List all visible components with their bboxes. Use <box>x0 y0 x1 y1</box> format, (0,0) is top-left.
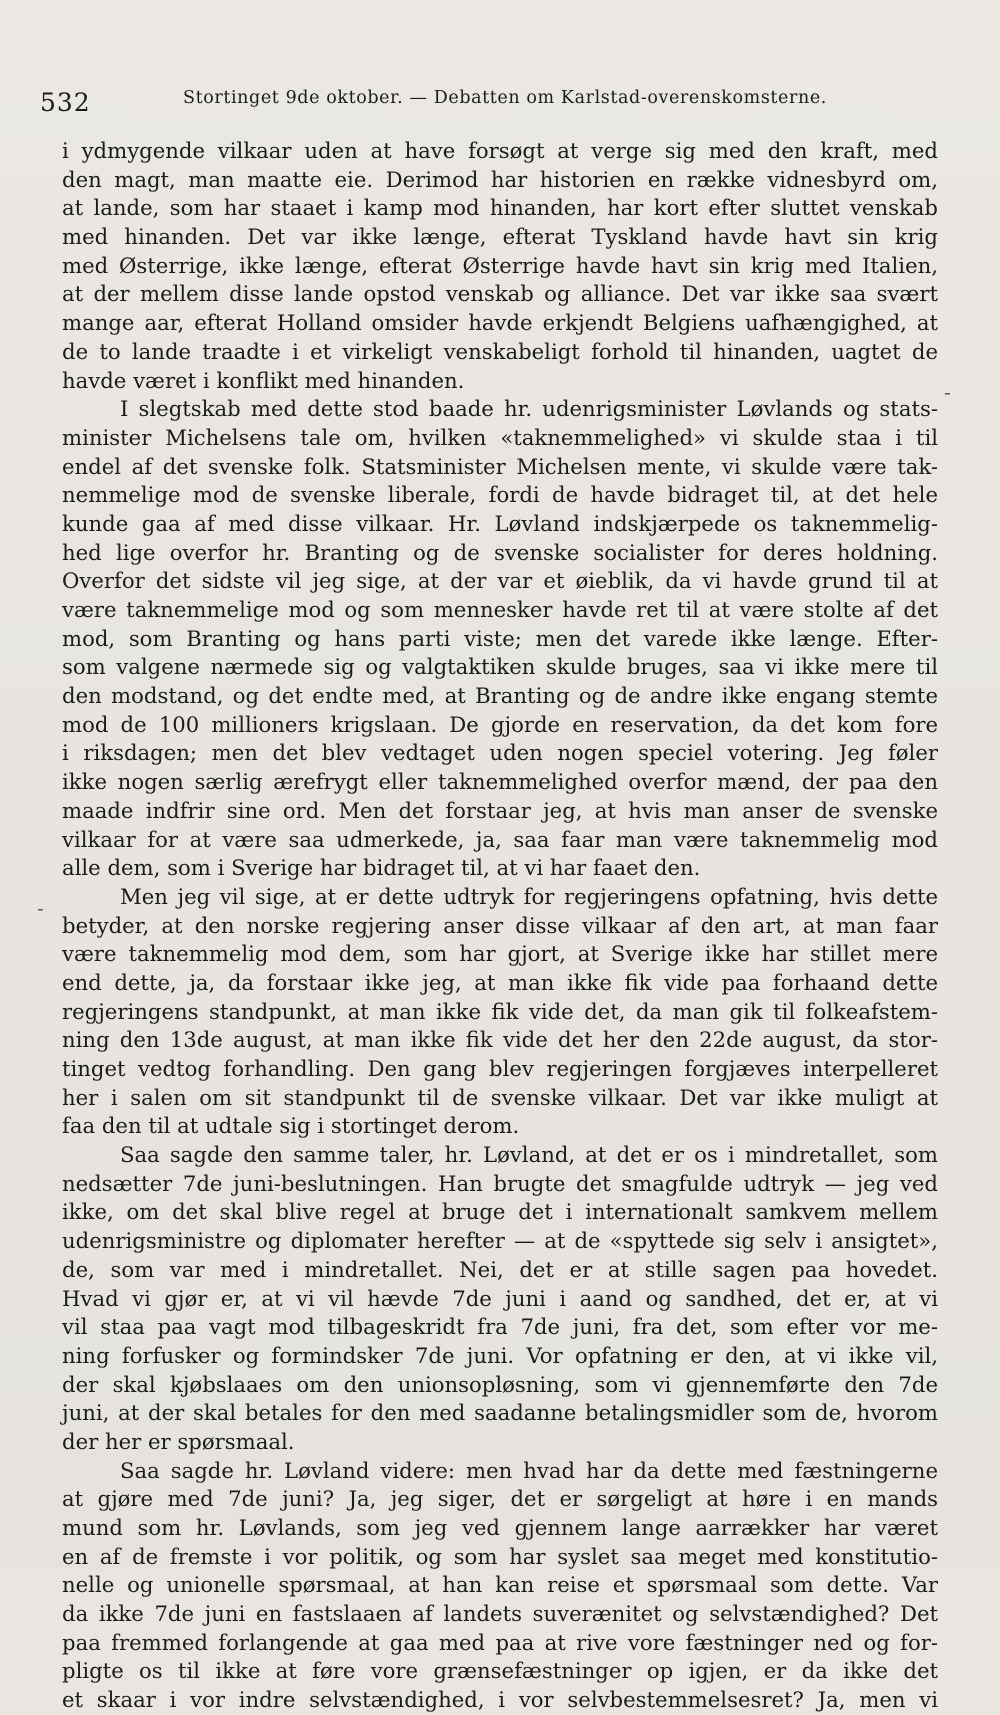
text-line: de, som var med i mindretallet. Nei, det er at stille sagen paa hovedet. <box>62 1256 938 1282</box>
text-line: ikke nogen særlig ærefrygt eller taknemmelighed overfor mænd, der paa den <box>62 769 938 795</box>
text-line: havde været i konflikt med hinanden. <box>62 367 465 393</box>
text-line: regjeringens standpunkt, at man ikke fik vide det, da man gik til folkeafstem- <box>62 998 938 1024</box>
text-line: den modstand, og det endte med, at Branting og de andre ikke engang stemte <box>62 683 938 709</box>
text-line: i riksdagen; men det blev vedtaget uden nogen speciel votering. Jeg føler <box>62 740 938 766</box>
text-line: vil staa paa vagt mod tilbageskridt fra 7de juni, fra det, som efter vor me- <box>62 1314 938 1340</box>
text-line: udenrigsministre og diplomater herefter — at de «spyttede sig selv i ansigtet», <box>62 1228 938 1254</box>
margin-mark: - <box>37 896 44 920</box>
text-line: et skaar i vor indre selvstændighed, i vor selvbestemmelsesret? Ja, men vi <box>62 1687 938 1713</box>
text-line: juni, at der skal betales for den med saadanne betalingsmidler som de, hvorom <box>62 1400 938 1426</box>
text-line: minister Michelsens tale om, hvilken «taknemmelighed» vi skulde staa i til <box>62 424 938 450</box>
text-line: den magt, man maatte eie. Derimod har historien en række vidnesbyrd om, <box>62 166 938 192</box>
text-line: betyder, at den norske regjering anser disse vilkaar af den art, at man faar <box>62 912 938 938</box>
text-line: som valgene nærmede sig og valgtaktiken skulde bruges, saa vi ikke mere til <box>62 654 938 680</box>
page-header <box>40 82 940 122</box>
text-line: de to lande traadte i et virkeligt venskabeligt forhold til hinanden, uagtet de <box>62 338 938 364</box>
text-line: faa den til at udtale sig i stortinget derom. <box>62 1113 520 1139</box>
text-line: mod, som Branting og hans parti viste; men det varede ikke længe. Efter- <box>62 625 938 651</box>
text-line: mange aar, efterat Holland omsider havde erkjendt Belgiens uafhængighed, at <box>62 310 938 336</box>
text-line: alle dem, som i Sverige har bidraget til, at vi har faaet den. <box>62 855 701 881</box>
text-line: tinget vedtog forhandling. Den gang blev regjeringen forgjæves interpelleret <box>62 1056 938 1081</box>
text-line: der skal kjøbslaaes om den unionsopløsning, som vi gjennemførte den 7de <box>62 1371 938 1397</box>
text-line: maade indfrir sine ord. Men det forstaar jeg, at hvis man anser de svenske <box>62 797 938 823</box>
text-line: I slegtskab med dette stod baade hr. udenrigsminister Løvlands og stats- <box>120 396 938 422</box>
text-line: Saa sagde den samme taler, hr. Løvland, at det er os i mindretallet, som <box>120 1142 938 1168</box>
text-line: Saa sagde hr. Løvland videre: men hvad har da dette med fæstningerne <box>120 1457 938 1483</box>
page-number: 532 <box>40 88 91 117</box>
text-line: Hvad vi gjør er, at vi vil hævde 7de juni i aand og sandhed, det er, at vi <box>62 1285 938 1311</box>
text-line: at der mellem disse lande opstod venskab og alliance. Det var ikke saa svært <box>62 281 938 307</box>
text-line: da ikke 7de juni en fastslaaen af landets suverænitet og selvstændighed? Det <box>62 1601 938 1627</box>
text-line: Men jeg vil sige, at er dette udtryk for regjeringens opfatning, hvis dette <box>120 883 938 909</box>
running-head: Stortinget 9de oktober. — Debatten om Karlstad-overenskomsterne. <box>183 88 827 108</box>
text-line: der her er spørsmaal. <box>62 1428 295 1454</box>
text-line: her i salen om sit standpunkt til de svenske vilkaar. Det var ikke muligt at <box>62 1084 938 1110</box>
text-line: at gjøre med 7de juni? Ja, jeg siger, det er sørgeligt at høre i en mands <box>62 1486 938 1512</box>
text-line: i ydmygende vilkaar uden at have forsøgt at verge sig med den kraft, med <box>62 138 938 163</box>
margin-mark: - <box>944 380 951 404</box>
text-line: nedsætter 7de juni-beslutningen. Han brugte det smagfulde udtryk — jeg ved <box>62 1170 938 1196</box>
text-line: paa fremmed forlangende at gaa med paa at rive vore fæstninger ned og for- <box>62 1629 938 1655</box>
text-line: kunde gaa af med disse vilkaar. Hr. Løvland indskjærpede os taknemmelig- <box>62 510 938 536</box>
text-line: Overfor det sidste vil jeg sige, at der var et øieblik, da vi havde grund til at <box>62 568 938 594</box>
text-line: vilkaar for at være saa udmerkede, ja, saa faar man være taknemmelig mod <box>62 826 938 852</box>
text-line: end dette, ja, da forstaar ikke jeg, at man ikke fik vide paa forhaand dette <box>62 969 938 995</box>
text-line: hed lige overfor hr. Branting og de svenske socialister for deres holdning. <box>62 539 938 565</box>
text-line: ikke, om det skal blive regel at bruge det i internationalt samkvem mellem <box>62 1199 938 1225</box>
text-line: være taknemmelig mod dem, som har gjort, at Sverige ikke har stillet mere <box>62 941 938 967</box>
text-line: ning forfusker og formindsker 7de juni. Vor opfatning er den, at vi ikke vil, <box>62 1342 938 1368</box>
text-line: nelle og unionelle spørsmaal, at han kan reise et spørsmaal som dette. Var <box>62 1572 938 1598</box>
text-line: endel af det svenske folk. Statsminister Michelsen mente, vi skulde være tak- <box>62 453 938 479</box>
text-line: at lande, som har staaet i kamp mod hinanden, har kort efter sluttet venskab <box>62 195 938 221</box>
text-line: ning den 13de august, at man ikke fik vide det her den 22de august, da stor- <box>62 1027 938 1053</box>
text-line: være taknemmelige mod og som mennesker havde ret til at være stolte af det <box>62 597 938 622</box>
text-line: nemmelige mod de svenske liberale, fordi de havde bidraget til, at det hele <box>62 482 938 508</box>
text-line: med Østerrige, ikke længe, efterat Østerrige havde havt sin krig med Italien, <box>62 252 938 278</box>
text-line: pligte os til ikke at føre vore grænsefæstninger op igjen, er da ikke det <box>62 1658 938 1684</box>
text-line: en af de fremste i vor politik, og som har syslet saa meget med konstitutio- <box>62 1543 938 1569</box>
body-text <box>62 137 938 1715</box>
text-line: mund som hr. Løvlands, som jeg ved gjennem lange aarrækker har været <box>62 1515 938 1540</box>
text-line: mod de 100 millioners krigslaan. De gjorde en reservation, da det kom fore <box>62 711 938 737</box>
text-line: med hinanden. Det var ikke længe, efterat Tyskland havde havt sin krig <box>62 224 938 250</box>
